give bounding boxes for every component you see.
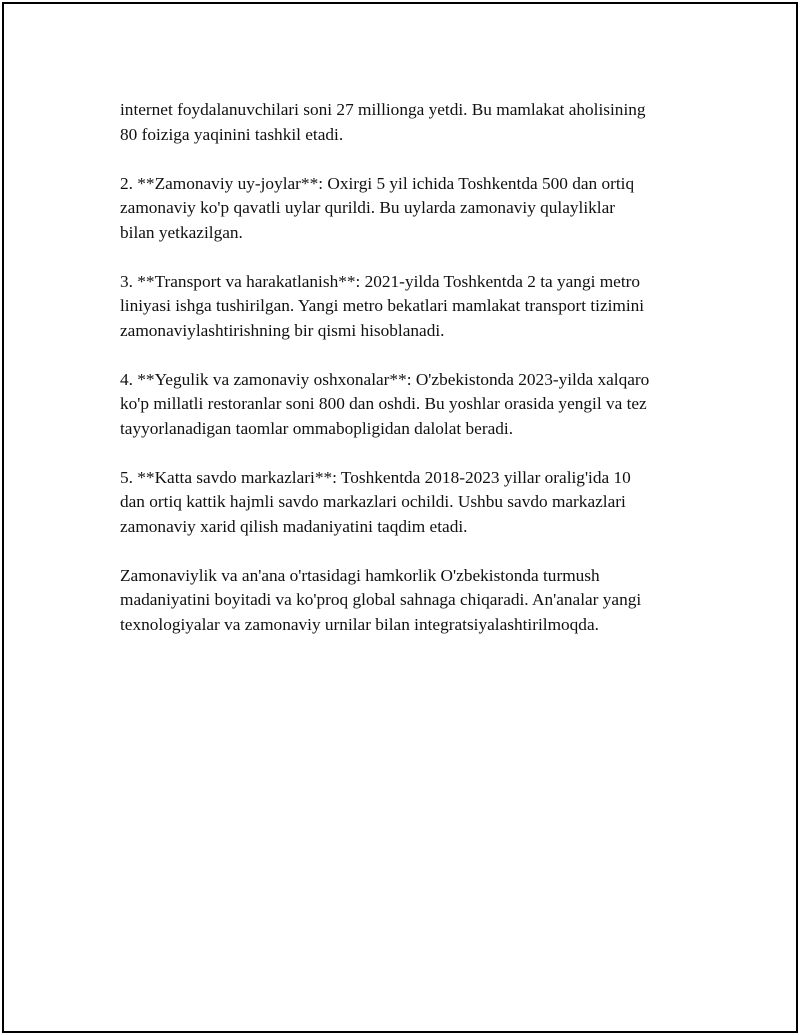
text-line: internet foydalanuvchilari soni 27 millionga yetdi. Bu mamlakat aholisining (120, 100, 646, 119)
text-line: zamonaviylashtirishning bir qismi hisoblanadi. (120, 320, 445, 340)
text-line: madaniyatini boyitadi va ko'proq global sahnaga chiqaradi. An'analar yangi (120, 590, 642, 609)
text-line: 2. **Zamonaviy uy-joylar**: Oxirgi 5 yil ichida Toshkentda 500 dan ortiq (120, 173, 635, 193)
text-line: 4. **Yegulik va zamonaviy oshxonalar**: O'zbekistonda 2023-yilda xalqaro (120, 369, 650, 389)
text-line: zamonaviy xarid qilish madaniyatini taqdim etadi. (120, 516, 468, 536)
text-line: 80 foiziga yaqinini tashkil etadi. (120, 124, 344, 144)
paragraph-conclusion (120, 564, 700, 638)
paragraph-shopping-centers (120, 466, 700, 540)
paragraph-food-restaurants (120, 368, 700, 442)
document-body (120, 98, 700, 637)
text-line: texnologiyalar va zamonaviy urnilar bilan integratsiyalashtirilmoqda. (120, 614, 599, 634)
text-line: ko'p millatli restoranlar soni 800 dan oshdi. Bu yoshlar orasida yengil va tez (120, 394, 647, 413)
paragraph-internet-users (120, 98, 700, 147)
text-line: zamonaviy ko'p qavatli uylar qurildi. Bu uylarda zamonaviy qulayliklar (120, 198, 616, 217)
text-line: dan ortiq kattik hajmli savdo markazlari ochildi. Ushbu savdo markazlari (120, 492, 626, 511)
text-line: liniyasi ishga tushirilgan. Yangi metro bekatlari mamlakat transport tizimini (120, 296, 645, 315)
page-frame (2, 2, 798, 1033)
text-line: bilan yetkazilgan. (120, 222, 243, 242)
text-line: tayyorlanadigan taomlar ommabopligidan dalolat beradi. (120, 418, 514, 438)
text-line: 5. **Katta savdo markazlari**: Toshkentda 2018-2023 yillar oralig'ida 10 (120, 467, 631, 487)
text-line: 3. **Transport va harakatlanish**: 2021-yilda Toshkentda 2 ta yangi metro (120, 271, 641, 291)
paragraph-transport (120, 270, 700, 344)
text-line: Zamonaviylik va an'ana o'rtasidagi hamkorlik O'zbekistonda turmush (120, 565, 600, 585)
paragraph-modern-housing (120, 172, 700, 246)
